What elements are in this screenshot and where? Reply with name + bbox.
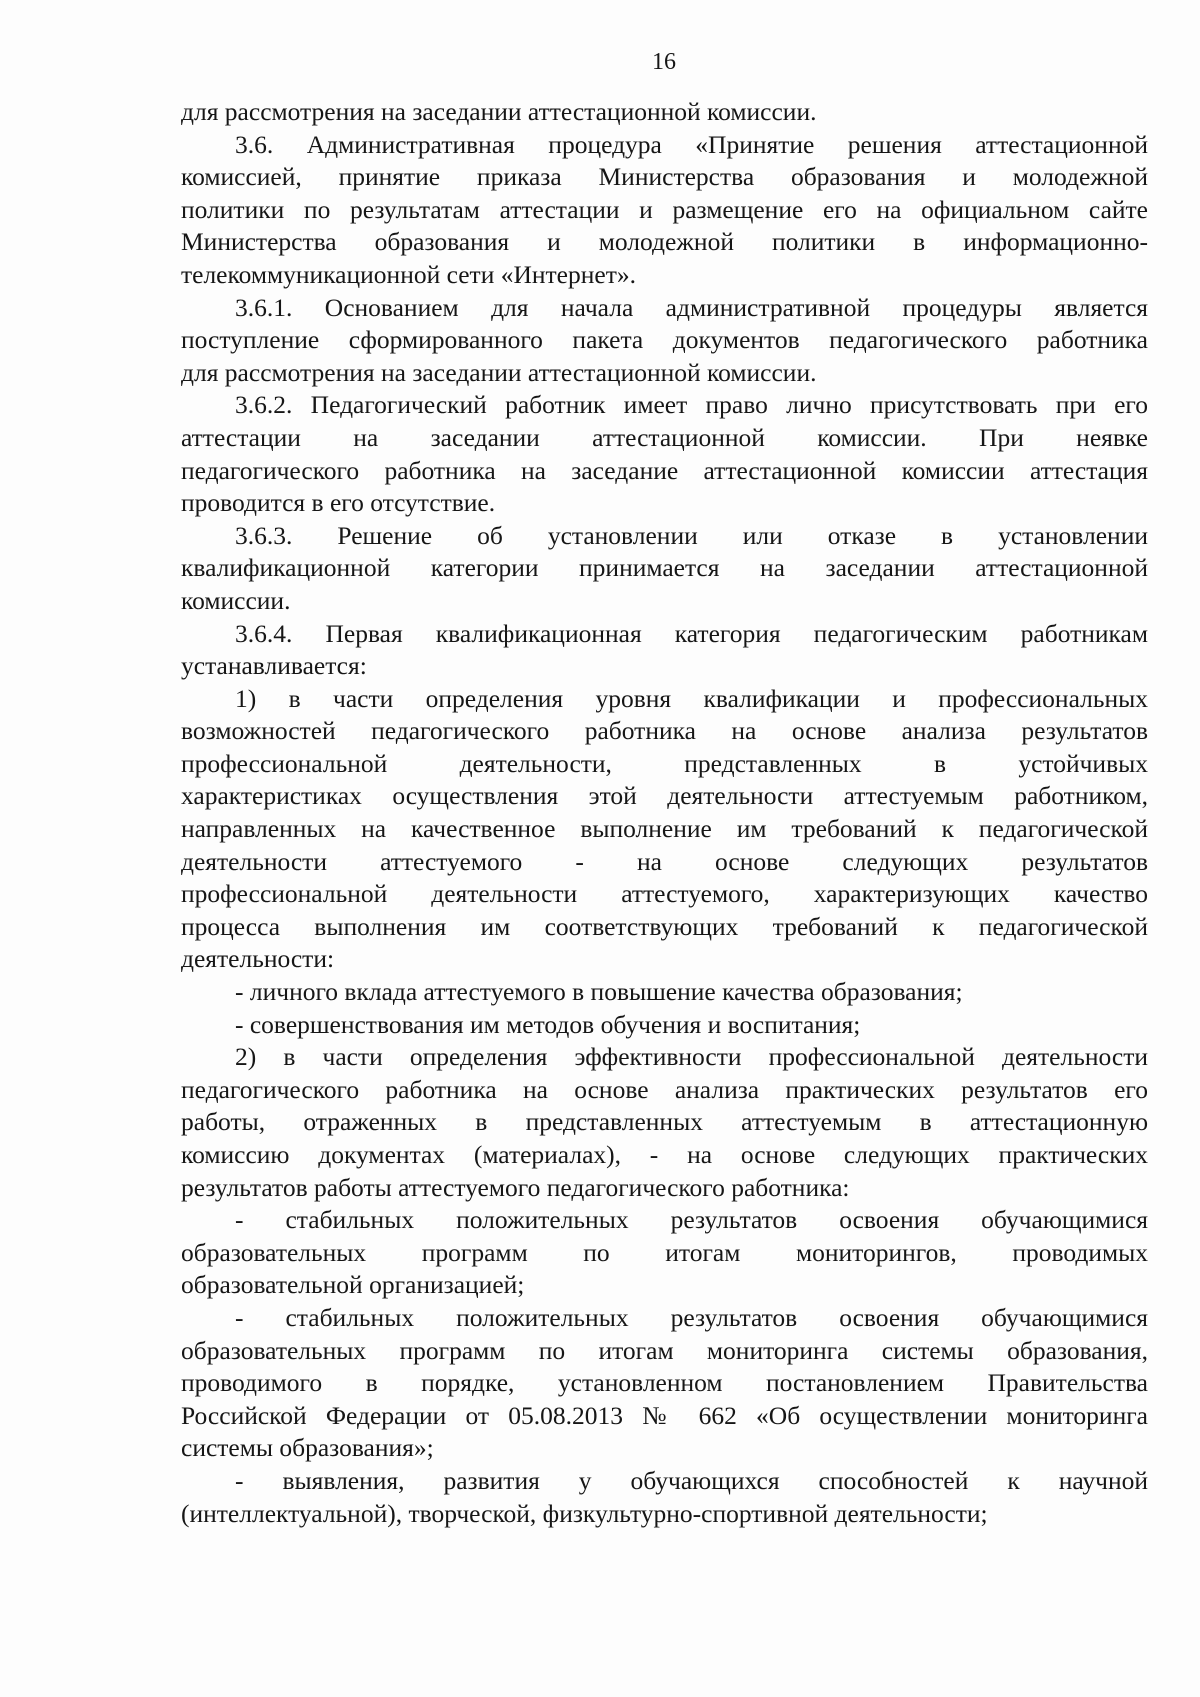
- text-line: педагогического работника на основе анализа практических результатов его: [181, 1074, 1148, 1104]
- text-line: - выявления, развития у обучающихся способностей к научной: [235, 1465, 1148, 1495]
- text-line: - стабильных положительных результатов освоения обучающимися: [235, 1205, 1148, 1235]
- text-line: для рассмотрения на заседании аттестационной комиссии.: [181, 357, 817, 387]
- text-line: деятельности:: [181, 944, 335, 974]
- text-line: аттестации на заседании аттестационной комиссии. При неявке: [181, 422, 1148, 452]
- text-line: 3.6.4. Первая квалификационная категория педагогическим работникам: [235, 618, 1148, 648]
- text-line: 2) в части определения эффективности профессиональной деятельности: [235, 1042, 1148, 1072]
- text-line: поступление сформированного пакета документов педагогического работника: [181, 325, 1148, 355]
- text-line: 3.6. Административная процедура «Принятие решения аттестационной: [235, 129, 1148, 159]
- text-line: образовательных программ по итогам мониторинга системы образования,: [181, 1335, 1148, 1365]
- text-line: телекоммуникационной сети «Интернет».: [181, 259, 636, 289]
- text-line: - стабильных положительных результатов освоения обучающимися: [235, 1302, 1148, 1332]
- text-line: образовательной организацией;: [181, 1270, 525, 1300]
- text-line: комиссии.: [181, 585, 291, 615]
- text-line: 3.6.1. Основанием для начала административной процедуры является: [235, 292, 1148, 322]
- text-line: политики по результатам аттестации и размещение его на официальном сайте: [181, 194, 1148, 224]
- text-line: устанавливается:: [181, 651, 367, 681]
- text-line: результатов работы аттестуемого педагогического работника:: [181, 1172, 850, 1202]
- text-line: квалификационной категории принимается на заседании аттестационной: [181, 553, 1148, 583]
- text-line: деятельности аттестуемого - на основе следующих результатов: [181, 846, 1148, 876]
- text-line: 1) в части определения уровня квалификации и профессиональных: [235, 683, 1148, 713]
- text-line: 3.6.3. Решение об установлении или отказе в установлении: [235, 520, 1148, 550]
- text-line: проводимого в порядке, установленном постановлением Правительства: [181, 1368, 1148, 1398]
- text-line: профессиональной деятельности аттестуемого, характеризующих качество: [181, 879, 1148, 909]
- text-line: - совершенствования им методов обучения и воспитания;: [235, 1009, 861, 1039]
- text-line: характеристиках осуществления этой деятельности аттестуемым работником,: [181, 781, 1148, 811]
- text-line: Министерства образования и молодежной политики в информационно-: [181, 227, 1148, 257]
- text-line: (интеллектуальной), творческой, физкультурно-спортивной деятельности;: [181, 1498, 988, 1528]
- text-line: проводится в его отсутствие.: [181, 488, 496, 518]
- text-line: для рассмотрения на заседании аттестационной комиссии.: [181, 97, 817, 126]
- text-line: работы, отраженных в представленных аттестуемым в аттестационную: [181, 1107, 1148, 1137]
- text-line: направленных на качественное выполнение им требований к педагогической: [181, 814, 1148, 844]
- text-line: процесса выполнения им соответствующих требований к педагогической: [181, 911, 1148, 941]
- document-body: [181, 96, 1148, 1530]
- text-line: педагогического работника на заседание аттестационной комиссии аттестация: [181, 455, 1148, 485]
- text-line: профессиональной деятельности, представленных в устойчивых: [181, 748, 1148, 778]
- text-line: образовательных программ по итогам мониторингов, проводимых: [181, 1237, 1148, 1267]
- text-line: Российской Федерации от 05.08.2013 № 662 «Об осуществлении мониторинга: [181, 1400, 1148, 1430]
- page-number: 16: [652, 49, 676, 75]
- text-line: комиссией, принятие приказа Министерства образования и молодежной: [181, 162, 1148, 192]
- text-line: - личного вклада аттестуемого в повышение качества образования;: [235, 977, 963, 1007]
- text-line: 3.6.2. Педагогический работник имеет право лично присутствовать при его: [235, 390, 1148, 420]
- text-line: комиссию документах (материалах), - на основе следующих практических: [181, 1140, 1148, 1169]
- text-line: возможностей педагогического работника на основе анализа результатов: [181, 716, 1148, 746]
- text-line: системы образования»;: [181, 1433, 434, 1463]
